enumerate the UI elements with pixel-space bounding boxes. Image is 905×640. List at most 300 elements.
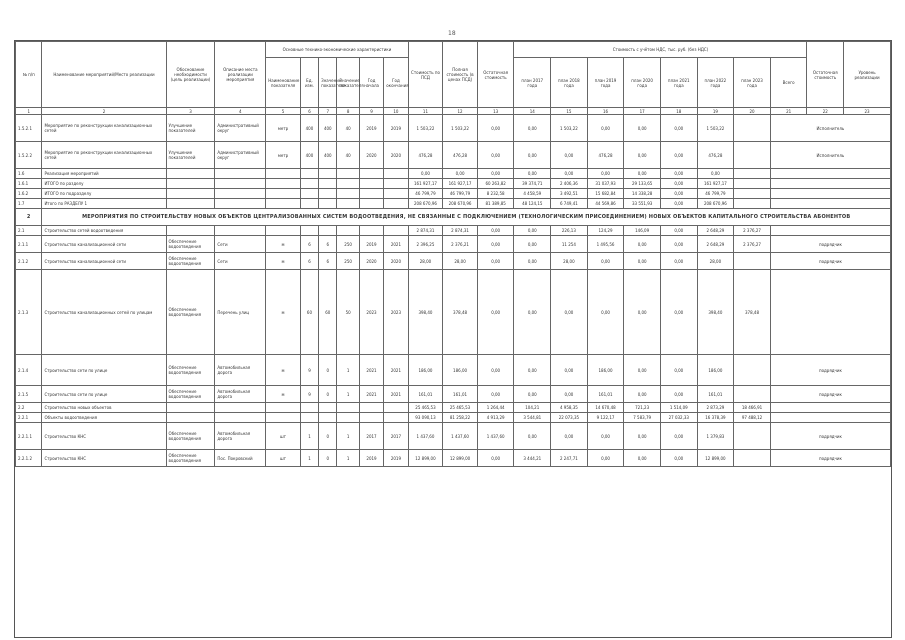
cell-v8: 1 514,09 xyxy=(660,403,697,413)
cell-unit: м xyxy=(266,270,301,355)
cell-name: Строительство новых объектов xyxy=(42,403,166,413)
cell-v10: 2 376,27 xyxy=(734,226,771,236)
header-col1: № п/п xyxy=(16,42,42,108)
cell-v1: 0,00 xyxy=(408,169,443,179)
cell-note: Исполнитель xyxy=(770,142,890,169)
cell-v4: 0,00 xyxy=(514,226,551,236)
header-col7: Значение показателя xyxy=(319,58,337,108)
cell-reason xyxy=(166,169,215,179)
cell-d1 xyxy=(319,199,337,209)
cell-d2 xyxy=(337,403,359,413)
cell-v9: 161,01 xyxy=(697,386,734,403)
table-row xyxy=(16,253,891,270)
cell-v10 xyxy=(734,355,771,386)
cell-v7: 0,00 xyxy=(624,450,661,467)
cell-v6: 476,28 xyxy=(587,142,624,169)
section-number: 2 xyxy=(16,209,42,226)
section-title: МЕРОПРИЯТИЯ ПО СТРОИТЕЛЬСТВУ НОВЫХ ОБЪЕКТОВ ЦЕНТРАЛИЗОВАННЫХ СИСТЕМ ВОДООТВЕДЕНИЯ, НЕ СВЯЗАННЫЕ С ПОДКЛЮЧЕНИЕМ (ТЕХНОЛОГИЧЕСКИМ ПРИСОЕДИНЕНИЕМ) НОВЫХ ОБЪЕКТОВ КАПИТАЛЬНОГО СТРОИТЕЛЬСТВА АБОНЕНТОВ xyxy=(42,209,891,226)
cell-v4: 3 544,81 xyxy=(514,413,551,423)
cell-v10 xyxy=(734,115,771,142)
column-number: 21 xyxy=(770,108,807,115)
cell-name: Строительство сетей водоотведения xyxy=(42,226,166,236)
cell-v2: 2 874,31 xyxy=(443,226,478,236)
cell-d1 xyxy=(319,403,337,413)
table-row xyxy=(16,413,891,423)
cell-y2: 2019 xyxy=(384,450,408,467)
cell-v10 xyxy=(734,142,771,169)
cell-y1: 2021 xyxy=(359,355,383,386)
cell-v9: 161 927,17 xyxy=(697,179,734,189)
cell-reason: Обеспечение водоотведения xyxy=(166,450,215,467)
cell-v6: 15 682,84 xyxy=(587,189,624,199)
cell-n: 1.6.1 xyxy=(16,179,42,189)
cell-v8: 27 032,33 xyxy=(660,413,697,423)
cell-qty xyxy=(300,226,318,236)
cell-v4: 3 444,21 xyxy=(514,450,551,467)
cell-unit xyxy=(266,413,301,423)
cell-y1 xyxy=(359,413,383,423)
cell-note xyxy=(770,179,890,189)
table-row xyxy=(16,236,891,253)
cell-place xyxy=(215,189,266,199)
cell-v7: 14 338,28 xyxy=(624,189,661,199)
cell-place: Сети xyxy=(215,253,266,270)
cell-v2: 12 899,00 xyxy=(443,450,478,467)
cell-v6: 186,00 xyxy=(587,355,624,386)
cell-v10 xyxy=(734,179,771,189)
cell-v3: 0,00 xyxy=(477,270,514,355)
cell-qty: 1 xyxy=(300,450,318,467)
cell-n: 1.5.2.2 xyxy=(16,142,42,169)
cell-v1: 398,40 xyxy=(408,270,443,355)
cell-v5: 11 254 xyxy=(551,236,588,253)
cell-note: Исполнитель xyxy=(770,115,890,142)
cell-v10 xyxy=(734,169,771,179)
header-col10: Год окончания xyxy=(384,58,408,108)
table-row xyxy=(16,199,891,209)
header-col9: Год начала xyxy=(359,58,383,108)
table-row xyxy=(16,403,891,413)
cell-v3: 8 232,58 xyxy=(477,189,514,199)
cell-v4: 0,00 xyxy=(514,142,551,169)
cell-v10: 378,48 xyxy=(734,270,771,355)
cell-v5: 22 073,35 xyxy=(551,413,588,423)
column-number: 13 xyxy=(477,108,514,115)
cell-name: Строительство КНС xyxy=(42,450,166,467)
cell-n: 2.1.1 xyxy=(16,236,42,253)
cell-unit xyxy=(266,226,301,236)
cell-qty: 60 xyxy=(300,270,318,355)
cell-n: 2.2.1 xyxy=(16,413,42,423)
cell-v6: 0,00 xyxy=(587,270,624,355)
cell-v9: 208 670,96 xyxy=(697,199,734,209)
cell-v5: 0,00 xyxy=(551,169,588,179)
cell-v7: 0,00 xyxy=(624,236,661,253)
cell-v10 xyxy=(734,423,771,450)
cell-v2: 161,01 xyxy=(443,386,478,403)
header-2018: план 2018 года xyxy=(551,58,588,108)
cell-name: Строительство сети по улице xyxy=(42,386,166,403)
cell-d2: 50 xyxy=(337,270,359,355)
cell-v1: 2 874,31 xyxy=(408,226,443,236)
cell-reason xyxy=(166,413,215,423)
cell-v5: 2 247,71 xyxy=(551,450,588,467)
cell-y1: 2019 xyxy=(359,115,383,142)
table-row xyxy=(16,450,891,467)
cell-name: Строительство КНС xyxy=(42,423,166,450)
cell-reason xyxy=(166,199,215,209)
cell-qty xyxy=(300,403,318,413)
cell-v5: 0,00 xyxy=(551,423,588,450)
column-number: 1 xyxy=(16,108,42,115)
cell-v7: 33 551,93 xyxy=(624,199,661,209)
cell-d2: 1 xyxy=(337,386,359,403)
cell-v5: 6 749,41 xyxy=(551,199,588,209)
cell-name: Мероприятие по реконструкции канализационных сетей xyxy=(42,115,166,142)
cell-n: 2.2.1.1 xyxy=(16,423,42,450)
cell-d2: 1 xyxy=(337,423,359,450)
cell-v10 xyxy=(734,253,771,270)
cell-v1: 25 465,53 xyxy=(408,403,443,413)
cell-v7: 7 583,79 xyxy=(624,413,661,423)
cell-v10: 97 488,12 xyxy=(734,413,771,423)
cell-d1 xyxy=(319,169,337,179)
cell-unit: метр xyxy=(266,115,301,142)
column-number: 18 xyxy=(660,108,697,115)
cell-d1: 400 xyxy=(319,115,337,142)
cell-v1: 12 899,00 xyxy=(408,450,443,467)
column-number: 7 xyxy=(319,108,337,115)
cell-v8: 0,00 xyxy=(660,270,697,355)
cell-v7: 29 133,65 xyxy=(624,179,661,189)
cell-v8: 0,00 xyxy=(660,169,697,179)
investment-table xyxy=(15,41,891,467)
header-2022: план 2022 года xyxy=(697,58,734,108)
cell-v7: 0,00 xyxy=(624,169,661,179)
cell-v4: 39 374,71 xyxy=(514,179,551,189)
cell-v3: 0,00 xyxy=(477,450,514,467)
cell-y1 xyxy=(359,179,383,189)
cell-d1: 6 xyxy=(319,253,337,270)
cell-unit: метр xyxy=(266,142,301,169)
cell-v4: 104,21 xyxy=(514,403,551,413)
cell-v8: 0,00 xyxy=(660,355,697,386)
cell-unit: шт xyxy=(266,450,301,467)
cell-note xyxy=(770,403,890,413)
cell-v6: 44 569,86 xyxy=(587,199,624,209)
cell-y2: 2021 xyxy=(384,236,408,253)
cell-n: 2.1.2 xyxy=(16,253,42,270)
cell-qty xyxy=(300,199,318,209)
cell-d1 xyxy=(319,189,337,199)
cell-y1: 2020 xyxy=(359,142,383,169)
cell-d1 xyxy=(319,413,337,423)
cell-v4: 0,00 xyxy=(514,355,551,386)
cell-v4: 0,00 xyxy=(514,169,551,179)
column-number: 17 xyxy=(624,108,661,115)
cell-v5: 0,00 xyxy=(551,355,588,386)
cell-reason xyxy=(166,403,215,413)
column-number: 23 xyxy=(844,108,891,115)
cell-d1 xyxy=(319,179,337,189)
table-row xyxy=(16,423,891,450)
cell-unit xyxy=(266,169,301,179)
header-2021: план 2021 года xyxy=(660,58,697,108)
cell-v3: 0,00 xyxy=(477,355,514,386)
cell-v4: 0,00 xyxy=(514,386,551,403)
cell-v1: 161,01 xyxy=(408,386,443,403)
cell-place: Автомобильная дорога xyxy=(215,423,266,450)
table-row xyxy=(16,189,891,199)
cell-y1: 2023 xyxy=(359,270,383,355)
cell-v1: 476,28 xyxy=(408,142,443,169)
cell-v9: 28,00 xyxy=(697,253,734,270)
cell-v7: 0,00 xyxy=(624,270,661,355)
cell-v5: 28,00 xyxy=(551,253,588,270)
cell-d1 xyxy=(319,226,337,236)
cell-name: Строительство канализационных сетей по улицам xyxy=(42,270,166,355)
table-row xyxy=(16,270,891,355)
cell-v3: 0,00 xyxy=(477,253,514,270)
cell-n: 2.2.1.2 xyxy=(16,450,42,467)
table-row xyxy=(16,355,891,386)
cell-v2: 208 670,96 xyxy=(443,199,478,209)
column-number: 20 xyxy=(734,108,771,115)
cell-y1 xyxy=(359,226,383,236)
cell-v3: 60 263,82 xyxy=(477,179,514,189)
cell-qty xyxy=(300,179,318,189)
cell-place xyxy=(215,403,266,413)
table-row xyxy=(16,115,891,142)
cell-v3: 0,00 xyxy=(477,226,514,236)
header-col23: Уровень реализации xyxy=(844,42,891,108)
cell-v4: 0,00 xyxy=(514,270,551,355)
cell-y1: 2021 xyxy=(359,386,383,403)
cell-v9: 398,40 xyxy=(697,270,734,355)
cell-v7: 0,00 xyxy=(624,423,661,450)
cell-d1: 0 xyxy=(319,450,337,467)
cell-place xyxy=(215,199,266,209)
cell-name: Строительство канализационной сети xyxy=(42,236,166,253)
cell-unit: м xyxy=(266,386,301,403)
cell-y2 xyxy=(384,403,408,413)
header-col12: Полная стоимость (в ценах ПСД) xyxy=(443,42,478,108)
cell-note: подрядчик xyxy=(770,355,890,386)
cell-d1: 0 xyxy=(319,423,337,450)
cell-qty: 6 xyxy=(300,236,318,253)
cell-qty: 1 xyxy=(300,423,318,450)
cell-v1: 28,00 xyxy=(408,253,443,270)
cell-v9: 1 379,83 xyxy=(697,423,734,450)
cell-v7: 0,00 xyxy=(624,142,661,169)
column-number: 22 xyxy=(807,108,844,115)
table-row xyxy=(16,179,891,189)
cell-y2 xyxy=(384,169,408,179)
cell-v7: 0,00 xyxy=(624,253,661,270)
cell-y2 xyxy=(384,226,408,236)
cell-reason: Обеспечение водоотведения xyxy=(166,236,215,253)
cell-note: подрядчик xyxy=(770,253,890,270)
cell-note xyxy=(770,413,890,423)
cell-v3: 4 913,29 xyxy=(477,413,514,423)
cell-v9: 476,28 xyxy=(697,142,734,169)
header-2023: план 2023 года xyxy=(734,58,771,108)
column-number: 10 xyxy=(384,108,408,115)
cell-y2: 2019 xyxy=(384,115,408,142)
cell-reason: Обеспечение водоотведения xyxy=(166,386,215,403)
cell-place: Сети xyxy=(215,236,266,253)
column-number: 9 xyxy=(359,108,383,115)
cell-d2 xyxy=(337,189,359,199)
page-number: 18 xyxy=(448,30,456,37)
cell-v2: 46 799,79 xyxy=(443,189,478,199)
cell-v3: 0,00 xyxy=(477,115,514,142)
column-number: 4 xyxy=(215,108,266,115)
cell-v8: 0,00 xyxy=(660,179,697,189)
cell-note xyxy=(770,189,890,199)
cell-v8: 0,00 xyxy=(660,253,697,270)
cell-v8: 0,00 xyxy=(660,115,697,142)
cell-note xyxy=(770,270,890,355)
cell-reason: Улучшение показателей xyxy=(166,142,215,169)
header-col11: Стоимость по ПСД xyxy=(408,42,443,108)
cell-v2: 81 258,22 xyxy=(443,413,478,423)
section-row xyxy=(16,209,891,226)
cell-y2: 2020 xyxy=(384,142,408,169)
cell-v8: 0,00 xyxy=(660,423,697,450)
cell-v5: 3 492,51 xyxy=(551,189,588,199)
cell-v1: 1 503,22 xyxy=(408,115,443,142)
header-col5: Наименование показателя xyxy=(266,58,301,108)
cell-unit xyxy=(266,199,301,209)
cell-n: 1.6.2 xyxy=(16,189,42,199)
cell-y2: 2020 xyxy=(384,253,408,270)
data-table-sheet xyxy=(14,40,892,638)
cell-y1: 2019 xyxy=(359,450,383,467)
cell-v2: 1 503,22 xyxy=(443,115,478,142)
cell-name: Итого по РАЗДЕЛУ 1 xyxy=(42,199,166,209)
cell-d1: 400 xyxy=(319,142,337,169)
cell-d2: 250 xyxy=(337,236,359,253)
column-number: 5 xyxy=(266,108,301,115)
cell-v10: 18 466,91 xyxy=(734,403,771,413)
cell-v5: 0,00 xyxy=(551,142,588,169)
cell-note: подрядчик xyxy=(770,386,890,403)
cell-n: 1.7 xyxy=(16,199,42,209)
cell-y1: 2019 xyxy=(359,236,383,253)
header-col13: Остаточная стоимость xyxy=(477,42,514,108)
cell-y2 xyxy=(384,199,408,209)
cell-v5: 2 406,36 xyxy=(551,179,588,189)
cell-v5: 0,00 xyxy=(551,386,588,403)
cell-v8: 0,00 xyxy=(660,386,697,403)
cell-reason xyxy=(166,179,215,189)
cell-d2 xyxy=(337,226,359,236)
cell-qty: 9 xyxy=(300,386,318,403)
cell-v6: 0,00 xyxy=(587,450,624,467)
cell-d2 xyxy=(337,199,359,209)
cell-n: 2.1.3 xyxy=(16,270,42,355)
cell-d2: 1 xyxy=(337,450,359,467)
cell-place: Пос. Покровский xyxy=(215,450,266,467)
cell-v3: 81 389,85 xyxy=(477,199,514,209)
cell-v8: 0,00 xyxy=(660,199,697,209)
cell-v8: 0,00 xyxy=(660,189,697,199)
cell-reason xyxy=(166,189,215,199)
cell-unit: м xyxy=(266,355,301,386)
cell-unit xyxy=(266,189,301,199)
cell-v6: 0,00 xyxy=(587,115,624,142)
cell-d2: 40 xyxy=(337,115,359,142)
cell-v8: 0,00 xyxy=(660,450,697,467)
cell-v2: 28,00 xyxy=(443,253,478,270)
cell-name: Объекты водоотведения xyxy=(42,413,166,423)
cell-v7: 0,00 xyxy=(624,355,661,386)
cell-d2: 1 xyxy=(337,355,359,386)
cell-v2: 161 927,17 xyxy=(443,179,478,189)
header-col3: Обоснование необходимости (цель реализации) xyxy=(166,42,215,108)
column-number: 6 xyxy=(300,108,318,115)
cell-v3: 0,00 xyxy=(477,386,514,403)
cell-v9: 46 799,79 xyxy=(697,189,734,199)
cell-place xyxy=(215,179,266,189)
cell-v5: 226,13 xyxy=(551,226,588,236)
header-col22: Остаточная стоимость xyxy=(807,42,844,108)
cell-qty xyxy=(300,169,318,179)
cell-reason: Обеспечение водоотведения xyxy=(166,253,215,270)
cell-y1 xyxy=(359,169,383,179)
cell-place: Автомобильная дорога xyxy=(215,386,266,403)
cell-v10 xyxy=(734,386,771,403)
cell-n: 2.2 xyxy=(16,403,42,413)
column-number: 14 xyxy=(514,108,551,115)
cell-d2 xyxy=(337,169,359,179)
cell-v7: 146,09 xyxy=(624,226,661,236)
cell-note: подрядчик xyxy=(770,450,890,467)
cell-d2: 40 xyxy=(337,142,359,169)
cell-v2: 1 437,60 xyxy=(443,423,478,450)
header-group-costs: Стоимость с учётом НДС, тыс. руб. (без НДС) xyxy=(514,42,807,58)
cell-unit xyxy=(266,403,301,413)
cell-v9: 0,00 xyxy=(697,169,734,179)
cell-v6: 1 495,56 xyxy=(587,236,624,253)
table-row xyxy=(16,226,891,236)
cell-y2: 2021 xyxy=(384,386,408,403)
cell-v3: 0,00 xyxy=(477,142,514,169)
cell-v1: 2 396,25 xyxy=(408,236,443,253)
cell-v9: 1 503,22 xyxy=(697,115,734,142)
cell-v1: 161 927,17 xyxy=(408,179,443,189)
cell-v9: 16 378,39 xyxy=(697,413,734,423)
table-row xyxy=(16,169,891,179)
header-total: Всего xyxy=(770,58,807,108)
header-2019: план 2019 года xyxy=(587,58,624,108)
cell-v4: 0,00 xyxy=(514,253,551,270)
cell-v3: 0,00 xyxy=(477,169,514,179)
cell-v5: 1 503,22 xyxy=(551,115,588,142)
cell-v2: 2 376,21 xyxy=(443,236,478,253)
cell-v3: 1 264,44 xyxy=(477,403,514,413)
cell-qty: 6 xyxy=(300,253,318,270)
cell-qty: 400 xyxy=(300,142,318,169)
cell-v9: 12 899,00 xyxy=(697,450,734,467)
cell-v4: 48 124,15 xyxy=(514,199,551,209)
cell-name: Реализация мероприятий xyxy=(42,169,166,179)
cell-unit: шт xyxy=(266,423,301,450)
cell-d1: 6 xyxy=(319,236,337,253)
cell-d1: 0 xyxy=(319,386,337,403)
column-number: 15 xyxy=(551,108,588,115)
